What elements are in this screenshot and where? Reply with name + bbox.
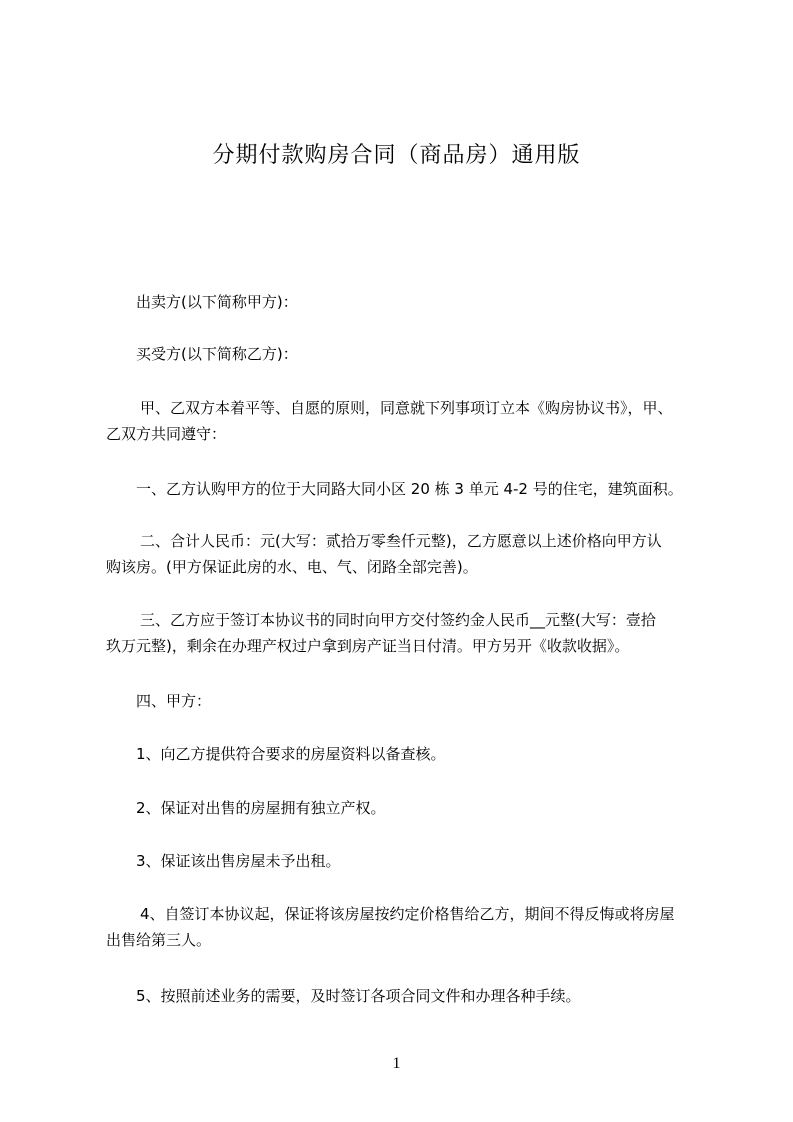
text-line: 乙双方共同遵守： (106, 425, 227, 443)
clause-1 (106, 476, 710, 502)
item-5 (106, 983, 710, 1009)
text-line: 买受方(以下简称乙方)： (136, 345, 298, 363)
text-line: 3、保证该出售房屋未予出租。 (136, 852, 341, 870)
clause-2 (106, 528, 710, 580)
seller-line (106, 289, 710, 315)
text-line: 四、甲方： (136, 692, 212, 710)
text-line: 出卖方(以下简称甲方)： (136, 293, 298, 311)
text-line: 三、乙方应于签订本协议书的同时向甲方交付签约金人民币__元整(大写：壹拾 (140, 611, 656, 629)
text-line: 玖万元整)，剩余在办理产权过户拿到房产证当日付清。甲方另开《收款收据》。 (106, 637, 630, 655)
item-2 (106, 795, 710, 821)
text-line: 购该房。(甲方保证此房的水、电、气、闭路全部完善)。 (106, 558, 478, 576)
clause-3 (106, 607, 710, 659)
clause-4 (106, 688, 710, 714)
item-3 (106, 848, 710, 874)
page-number: 1 (392, 1055, 401, 1072)
text-line: 二、合计人民币：元(大写：贰拾万零叁仟元整)，乙方愿意以上述价格向甲方认 (140, 532, 662, 550)
text-line: 一、乙方认购甲方的位于大同路大同小区 20 栋 3 单元 4-2 号的住宅，建筑面积。 (136, 480, 683, 498)
text-line: 甲、乙双方本着平等、自愿的原则，同意就下列事项订立本《购房协议书》，甲、 (140, 399, 673, 417)
text-line: 1、向乙方提供符合要求的房屋资料以备查核。 (136, 745, 446, 763)
text-line: 5、按照前述业务的需要，及时签订各项合同文件和办理各种手续。 (136, 987, 581, 1005)
text-line: 4、自签订本协议起，保证将该房屋按约定价格售给乙方，期间不得反悔或将房屋 (140, 905, 675, 923)
item-1 (106, 741, 710, 767)
document-title: 分期付款购房合同（商品房）通用版 (212, 143, 581, 168)
text-line: 2、保证对出售的房屋拥有独立产权。 (136, 799, 386, 817)
item-4 (106, 901, 710, 953)
buyer-line (106, 341, 710, 367)
intro-paragraph (106, 395, 710, 447)
text-line: 出售给第三人。 (106, 931, 212, 949)
